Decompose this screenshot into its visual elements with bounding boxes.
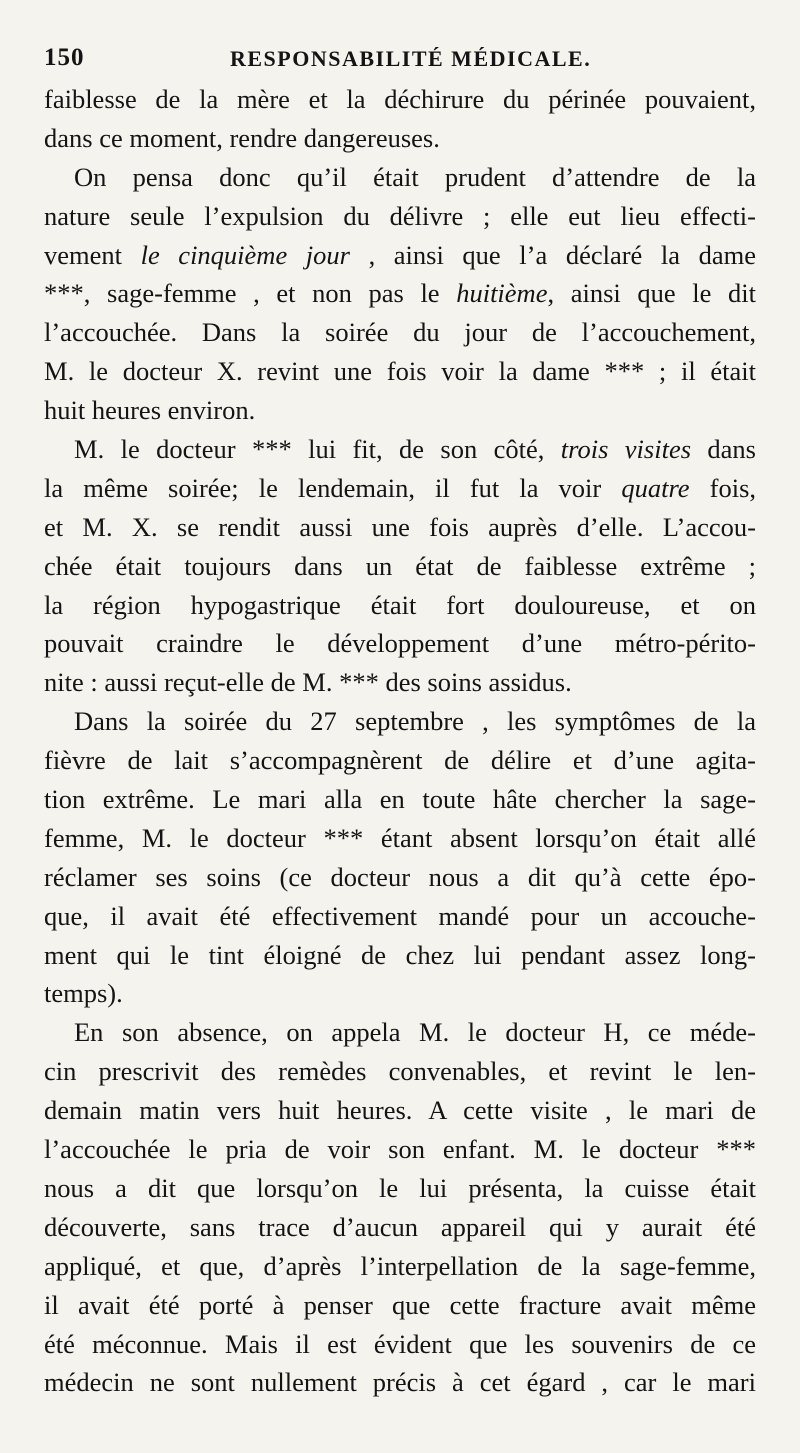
text-line: femme, M. le docteur *** étant absent lorsqu’on était allé xyxy=(44,822,756,853)
text-line: nite : aussi reçut-elle de M. *** des soins assidus. xyxy=(44,667,572,698)
text-segment: dans xyxy=(691,434,756,465)
text-line: nous a dit que lorsqu’on le lui présenta, la cuisse était xyxy=(44,1172,756,1203)
italic-text: trois visites xyxy=(560,434,692,465)
text-line: l’accouchée le pria de voir son enfant. M. le docteur *** xyxy=(44,1134,756,1165)
text-segment: , ainsi que l’a déclaré la dame xyxy=(349,239,756,270)
italic-text: quatre xyxy=(621,472,690,503)
text-line: huit heures environ. xyxy=(44,395,256,426)
text-line: réclamer ses soins (ce docteur nous a dit qu’à cette épo- xyxy=(44,861,756,892)
text-line: En son absence, on appela M. le docteur H, ce méde- xyxy=(74,1017,756,1048)
text-line xyxy=(44,430,756,469)
text-line: Dans la soirée du 27 septembre , les symptômes de la xyxy=(74,706,756,737)
text-line: dans ce moment, rendre dangereuses. xyxy=(44,122,440,153)
text-line: appliqué, et que, d’après l’interpellation de la sage-femme, xyxy=(44,1250,756,1281)
running-title: RESPONSABILITÉ MÉDICALE. xyxy=(230,46,592,71)
page-header xyxy=(44,38,764,78)
text-line xyxy=(44,274,756,313)
text-segment: fois, xyxy=(689,472,756,503)
text-line: tion extrême. Le mari alla en toute hâte chercher la sage- xyxy=(44,784,756,815)
text-line: demain matin vers huit heures. A cette visite , le mari de xyxy=(44,1095,756,1126)
text-line: pouvait craindre le développement d’une métro-périto- xyxy=(44,628,756,659)
text-line: la région hypogastrique était fort douloureuse, et on xyxy=(44,589,756,620)
text-line: médecin ne sont nullement précis à cet égard , car le mari xyxy=(44,1367,756,1398)
text-line: l’accouchée. Dans la soirée du jour de l’accouchement, xyxy=(44,317,756,348)
text-line: découverte, sans trace d’aucun appareil qui y aurait été xyxy=(44,1211,756,1242)
text-line xyxy=(44,236,756,275)
text-line: On pensa donc qu’il était prudent d’attendre de la xyxy=(74,161,756,192)
text-line: et M. X. se rendit aussi une fois auprès d’elle. L’accou- xyxy=(44,511,756,542)
italic-text: le cinquième jour xyxy=(140,239,350,270)
italic-text: huitième xyxy=(456,278,548,309)
text-line: fièvre de lait s’accompagnèrent de délire et d’une agita- xyxy=(44,745,756,776)
text-line: cin prescrivit des remèdes convenables, et revint le len- xyxy=(44,1056,756,1087)
text-segment: M. le docteur *** lui fit, de son côté, xyxy=(74,434,561,465)
text-line: nature seule l’expulsion du délivre ; elle eut lieu effecti- xyxy=(44,200,756,231)
text-line: temps). xyxy=(44,978,123,1009)
body-text xyxy=(44,80,756,1402)
text-line: chée était toujours dans un état de faiblesse extrême ; xyxy=(44,550,756,581)
text-line: faiblesse de la mère et la déchirure du périnée pouvaient, xyxy=(44,84,756,114)
page-number: 150 xyxy=(44,44,85,71)
text-segment: vement xyxy=(44,239,141,270)
text-segment: ***, sage-femme , et non pas le xyxy=(44,278,457,309)
text-line xyxy=(44,469,756,508)
text-segment: , ainsi que le dit xyxy=(547,278,756,309)
text-line: que, il avait été effectivement mandé pour un accouche- xyxy=(44,900,756,931)
text-line: il avait été porté à penser que cette fracture avait même xyxy=(44,1289,756,1320)
text-line: M. le docteur X. revint une fois voir la dame *** ; il était xyxy=(44,356,756,387)
text-segment: la même soirée; le lendemain, il fut la voir xyxy=(44,472,622,503)
text-line: été méconnue. Mais il est évident que les souvenirs de ce xyxy=(44,1328,756,1359)
text-line: ment qui le tint éloigné de chez lui pendant assez long- xyxy=(44,939,756,970)
